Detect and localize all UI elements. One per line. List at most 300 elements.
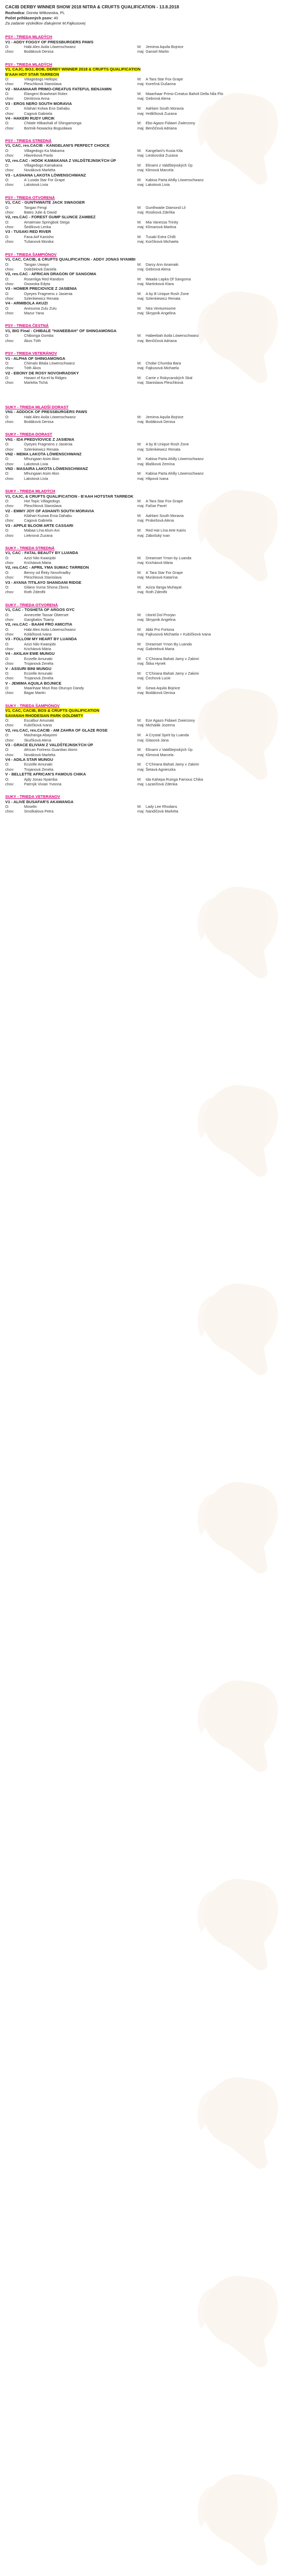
dam-label: M: — [137, 570, 141, 575]
section-gap — [5, 393, 290, 405]
result-entry — [5, 666, 290, 681]
dam-label: M: — [137, 686, 141, 691]
result-title — [5, 772, 290, 777]
sire-label: O: — [5, 555, 9, 560]
dam-label: M: — [137, 291, 141, 296]
result-entry — [5, 580, 290, 595]
sire-label: O: — [5, 121, 9, 126]
sire-label: O: — [5, 333, 9, 338]
sire-label: O: — [5, 733, 9, 738]
dog-head-silhouette — [197, 1085, 278, 1177]
owner-label: maj: — [137, 781, 145, 786]
breeder-name: Markéta Tichá — [24, 380, 48, 385]
breeder-label: chov: — [5, 646, 15, 652]
result-title-text: V - JEMIMA AQUILA BOJNICE — [5, 680, 62, 686]
dam-label: M: — [137, 471, 141, 476]
result-entry — [5, 116, 290, 131]
parents-row — [5, 718, 290, 723]
result-title — [5, 286, 290, 291]
result-entry — [5, 494, 290, 509]
result-title-text: V3 - AYANA TITILAYO SHANGANI RIDGE — [5, 580, 81, 585]
dam-label: M: — [137, 762, 141, 767]
breeder-name: Bodáková Denisa — [24, 419, 54, 424]
dam-name: A Tara Star Fox Grape — [146, 77, 183, 82]
result-title — [5, 409, 290, 415]
dam-name: Dreamset Ymon By Luanda — [146, 641, 192, 646]
owners-row — [5, 503, 290, 508]
owner-name: Glasová Jana — [146, 737, 169, 743]
owner-label: maj: — [137, 81, 145, 87]
owners-row — [5, 533, 290, 538]
result-title-text: V3 - APPLE BLOOM ARTE CASSARI — [5, 523, 74, 528]
result-title — [5, 371, 290, 376]
owners-row — [5, 617, 290, 622]
sire-label: O: — [5, 361, 9, 366]
owner-name: Szlenkiewicz Renata — [146, 296, 181, 301]
result-entry — [5, 637, 290, 651]
sire-label: O: — [5, 528, 9, 533]
breeder-label: chov: — [5, 560, 15, 566]
breeder-label: chov: — [5, 81, 15, 87]
sire-name: Elangeni Brawheart Rolex — [24, 91, 68, 97]
parents-row — [5, 528, 290, 533]
result-title-text: VN1 - IDA PREDVÍOVICE Z JASIENIA — [5, 437, 75, 442]
owners-row — [5, 366, 290, 370]
sire-name: Hot Topic Villagedogs — [24, 499, 60, 504]
result-title — [5, 257, 290, 262]
sire-label: O: — [5, 585, 9, 590]
breeder-name: Gangbalov Tsamy — [24, 617, 54, 622]
result-entry — [5, 509, 290, 523]
owners-row — [5, 81, 290, 86]
breeder-name: Lieknová Zuzana — [24, 533, 53, 538]
owner-name: Hrdličková Zuzana — [146, 111, 177, 116]
result-title — [5, 565, 290, 570]
owner-name: Fajkusová Michaela + Kubíčková Ivana — [146, 632, 211, 637]
breeder-name: Kricháová Mária — [24, 646, 51, 652]
class-title: PSY - TRIEDA OTVORENÁ — [5, 195, 55, 200]
dam-label: M: — [137, 262, 141, 267]
dam-label: M: — [137, 375, 141, 381]
owners-row — [5, 462, 290, 466]
dam-label: M: — [137, 44, 141, 49]
owner-label: maj: — [137, 737, 145, 743]
breeder-name: Lakotová Livia — [24, 476, 48, 481]
dog-head-silhouette — [197, 1879, 278, 1970]
results-document — [0, 0, 295, 814]
sire-name: Kilahari Kolwa Eno Dahabu — [24, 106, 70, 111]
dam-name: Aahlam South Moravia — [146, 106, 184, 111]
sire-name: Benny od Řeky Novohradky — [24, 570, 71, 575]
owners-row — [5, 690, 290, 695]
owners-row — [5, 338, 290, 343]
result-title — [5, 437, 290, 442]
dam-label: M: — [137, 513, 141, 519]
sire-name: Hasani of Ka-el-la Ridges — [24, 375, 67, 381]
owner-label: maj: — [137, 809, 145, 814]
breeder-name: Nováková Markéta — [24, 168, 55, 173]
class-title: PSY - TRIEDA MLADÝCH — [5, 34, 52, 39]
breeder-label: chov: — [5, 125, 15, 131]
result-entry — [5, 356, 290, 371]
parents-row — [5, 91, 290, 96]
result-title-dog-text: B'AAH HOT STAR TARREON — [5, 72, 60, 77]
owner-name: Benčičová Adriana — [146, 338, 177, 343]
owner-name: Blašková Zemína — [146, 461, 175, 466]
parents-row — [5, 262, 290, 267]
breeder-label: chov: — [5, 575, 15, 580]
breeder-name: Pleschková Stanislava — [24, 575, 62, 580]
dam-label: M: — [137, 219, 141, 225]
dam-name: Jemima Aquila Bojnice — [146, 44, 184, 49]
sire-label: O: — [5, 291, 9, 296]
class-section — [5, 138, 290, 187]
result-title — [5, 87, 290, 92]
result-title — [5, 622, 290, 627]
sire-name: Maanhaar Mozi Ras Oturuyo Dandy — [24, 686, 84, 691]
owner-name: Nandíčová Markéta — [146, 809, 179, 814]
dam-label: M: — [137, 671, 141, 676]
owners-row — [5, 281, 290, 286]
dam-name: Red Hat Lína Arte Kairis — [146, 528, 186, 533]
parents-row — [5, 671, 290, 676]
sire-name: Gilano Vuma Shona Zbora — [24, 585, 68, 590]
owners-row — [5, 590, 290, 594]
parents-row — [5, 333, 290, 338]
owner-label: maj: — [137, 575, 145, 580]
result-title-text: V2, res.CAC - HOOK KAMAKANA Z VALDŠTEJNSKÝCH ÚP — [5, 158, 116, 163]
owners-row — [5, 723, 290, 727]
dog-head-silhouette — [197, 1284, 278, 1375]
dam-label: M: — [137, 528, 141, 533]
breeder-label: chov: — [5, 476, 15, 481]
owner-label: maj: — [137, 125, 145, 131]
result-title-text: V3 - FOLLOW MY HEART BY LUANDA — [5, 637, 77, 642]
result-title — [5, 466, 290, 472]
result-entry — [5, 757, 290, 772]
breeder-label: chov: — [5, 96, 15, 101]
class-section — [5, 34, 290, 54]
result-title-text: V - ASSURI BINI MUNGU — [5, 666, 52, 671]
sire-name: Villagedogs Hellopic — [24, 77, 58, 82]
breeder-name: Smolkalova Petra — [24, 809, 54, 814]
sire-label: O: — [5, 499, 9, 504]
breeder-label: chov: — [5, 518, 15, 523]
parents-row — [5, 234, 290, 239]
dam-name: A by B Unique Rosh Zone — [146, 291, 189, 296]
sire-label: O: — [5, 627, 9, 632]
dog-head-silhouette — [197, 1482, 278, 1573]
result-title — [5, 494, 290, 499]
sire-label: O: — [5, 375, 9, 381]
parents-row — [5, 163, 290, 168]
owner-name: Klimová Marcela — [146, 168, 174, 173]
breeder-name: Bates Julie & David — [24, 210, 57, 215]
owner-label: maj: — [137, 646, 145, 652]
parents-row — [5, 762, 290, 767]
parents-row — [5, 205, 290, 210]
dam-name: Aahlam South Moravia — [146, 513, 184, 519]
sire-label: O: — [5, 804, 9, 809]
dam-name: Utorid Dol Prorjan — [146, 612, 176, 617]
owner-label: maj: — [137, 239, 145, 244]
owner-name: Lieskovská Zuzana — [146, 153, 178, 158]
thanks-note: Za zadanie výsledkov ďakujeme M.Fajkusovej — [5, 21, 86, 26]
breeder-name: Bagar Martin — [24, 690, 46, 696]
result-title-text: V3 - EROS NERO SOUTH MORAVIA — [5, 101, 72, 106]
result-title-text: V4 - AKILAH EWE MUNGU — [5, 651, 55, 656]
sire-label: O: — [5, 641, 9, 646]
sire-label: O: — [5, 570, 9, 575]
owner-label: maj: — [137, 446, 145, 452]
sire-name: Chimalo Bitala Löwenschwanz — [24, 361, 75, 366]
owner-name: Michalák Jozerna — [146, 723, 175, 728]
result-title-dog-text: SAVANAH RHODESIAN PARK GOLDMITY — [5, 713, 84, 718]
parents-row — [5, 291, 290, 296]
class-section — [5, 703, 290, 786]
result-title — [5, 173, 290, 178]
breeder-label: chov: — [5, 153, 15, 158]
result-entry — [5, 409, 290, 424]
sire-label: O: — [5, 91, 9, 97]
class-section — [5, 62, 290, 131]
dam-label: M: — [137, 234, 141, 239]
parents-row — [5, 306, 290, 311]
owner-name: Gebrová Alena — [146, 266, 171, 272]
result-title — [5, 550, 290, 556]
sire-name: Amatmaw Springbok Stega — [24, 219, 70, 225]
parents-row — [5, 277, 290, 281]
dam-label: M: — [137, 361, 141, 366]
dam-label: M: — [137, 77, 141, 82]
result-title — [5, 328, 290, 334]
dam-label: M: — [137, 627, 141, 632]
sire-name: Azizi Nilo Kwanjobi — [24, 555, 56, 560]
result-title-text: V1, BIG Final - CHIBALE "HANEEBAH" OF SHINGAMONGA — [5, 328, 117, 333]
owners-row — [5, 182, 290, 187]
breeder-name: Ákos Tóth — [24, 338, 41, 343]
result-title — [5, 743, 290, 748]
breeder-label: chov: — [5, 296, 15, 301]
owner-label: maj: — [137, 518, 145, 523]
judge-name: Dorota Witkowska, PL — [26, 10, 65, 15]
result-title-text: V3 - HOMER PRECIOVICE Z JASIENIA — [5, 286, 77, 291]
parents-row — [5, 686, 290, 690]
sire-label: O: — [5, 612, 9, 617]
owner-name: Hlipová Ivana — [146, 476, 169, 481]
parents-row — [5, 44, 290, 49]
owner-label: maj: — [137, 49, 145, 54]
dam-label: M: — [137, 555, 141, 560]
dog-head-silhouette — [197, 1680, 278, 1772]
result-entry — [5, 565, 290, 580]
owner-name: Kricháová Mária — [146, 560, 173, 566]
sire-name: Anesuma Zulu Zulu — [24, 305, 57, 311]
result-entry — [5, 772, 290, 786]
parents-row — [5, 747, 290, 752]
breeder-label: chov: — [5, 111, 15, 116]
sire-label: O: — [5, 219, 9, 225]
breeder-name: Szlenkiewicz Renata — [24, 296, 59, 301]
sire-label: O: — [5, 148, 9, 153]
result-title-text: V1, CAC, CACIB, BOS & CRUFTS QUALIFICATION — [5, 708, 100, 713]
dam-name: Habeebah Aoila Löwenschwanz — [146, 333, 199, 338]
result-entry — [5, 286, 290, 301]
breeder-name: Kricháová Mária — [24, 560, 51, 566]
breeder-label: chov: — [5, 676, 15, 681]
result-entry — [5, 158, 290, 173]
dam-name: A by B Unique Rosh Zone — [146, 442, 189, 447]
result-title — [5, 158, 290, 163]
result-entry — [5, 708, 290, 728]
result-title — [5, 116, 290, 121]
sire-name: Oyeyes Fragmens z Jasienia — [24, 291, 73, 296]
result-title — [5, 301, 290, 306]
parents-row — [5, 733, 290, 737]
class-title: PSY - TRIEDA ŠAMPIÓNOV — [5, 252, 57, 257]
result-title-text: V2, res.CAC, res.CACIB - AM ZAHRA OF GLAZE ROSE — [5, 727, 108, 733]
breeder-label: chov: — [5, 752, 15, 757]
dog-head-silhouette — [197, 2077, 278, 2169]
parents-row — [5, 627, 290, 632]
parents-row — [5, 499, 290, 503]
result-title — [5, 101, 290, 107]
result-title — [5, 799, 290, 805]
dam-label: M: — [137, 205, 141, 210]
dam-name: Chobe Chumba Bara — [146, 361, 181, 366]
sire-label: O: — [5, 442, 9, 447]
breeder-label: chov: — [5, 168, 15, 173]
owner-name: Skrypnik Angelina — [146, 617, 176, 622]
owners-row — [5, 809, 290, 814]
owners-row — [5, 738, 290, 743]
sire-label: O: — [5, 762, 9, 767]
dam-name: A Tara Star Fox Grape — [146, 499, 183, 504]
dam-label: M: — [137, 585, 141, 590]
breeder-label: chov: — [5, 239, 15, 244]
parents-row — [5, 361, 290, 366]
result-title-text: V2, res.CAC - FOREST GUMP SLUNCE ZAMBEZ — [5, 215, 96, 220]
breeder-label: chov: — [5, 503, 15, 509]
owner-name: Muránová Katarína — [146, 575, 178, 580]
dog-head-silhouette — [197, 2474, 278, 2566]
breeder-label: chov: — [5, 723, 15, 728]
breeder-label: chov: — [5, 690, 15, 696]
sire-label: O: — [5, 106, 9, 111]
class-section — [5, 351, 290, 385]
owner-name: Prokešová Alena — [146, 518, 174, 523]
dam-label: M: — [137, 612, 141, 617]
result-entry — [5, 452, 290, 466]
parents-row — [5, 471, 290, 476]
dam-label: M: — [137, 163, 141, 168]
breeder-label: chov: — [5, 366, 15, 371]
result-title-text: V4 - ADILA STAR MUNGU — [5, 757, 53, 762]
owner-label: maj: — [137, 676, 145, 681]
breeder-name: Dimitrova Anna — [24, 96, 50, 101]
owner-label: maj: — [137, 96, 145, 101]
parents-row — [5, 415, 290, 419]
owner-name: Martinková Klara — [146, 281, 174, 286]
breeder-name: Trojanová Zenéta — [24, 661, 54, 666]
result-entry — [5, 622, 290, 637]
parents-row — [5, 585, 290, 590]
owner-name: Zábošský Ivan — [146, 533, 170, 538]
breeder-label: chov: — [5, 446, 15, 452]
breeder-name: Pleschková Stanislava — [24, 503, 62, 509]
result-title — [5, 40, 290, 45]
sire-name: Oyeyes Fragmens z Jasienia — [24, 442, 73, 447]
breeder-label: chov: — [5, 338, 15, 343]
parents-row — [5, 121, 290, 125]
dam-name: Nira Venturesome — [146, 305, 176, 311]
sire-name: Villagedogs Kamakana — [24, 163, 63, 168]
result-title-text: V3 - GRACE ELIVIAN Z VALDŠTEJNSKÝCH ÚP — [5, 742, 93, 747]
owner-label: maj: — [137, 311, 145, 316]
owner-name: Šetavá Agnieszka — [146, 767, 176, 772]
owner-label: maj: — [137, 266, 145, 272]
sire-label: O: — [5, 234, 9, 239]
breeder-name: Roth Zdeněk — [24, 590, 46, 595]
breeder-label: chov: — [5, 210, 15, 215]
class-section — [5, 195, 290, 244]
result-title-text: V2 - EBONY DE ROSY NOVOHRADSKY — [5, 370, 79, 375]
count-line — [5, 16, 290, 21]
breeder-label: chov: — [5, 661, 15, 666]
sire-name: Moselin — [24, 804, 37, 809]
owner-label: maj: — [137, 419, 145, 424]
owner-name: Korčíková Michaela — [146, 239, 179, 244]
parents-row — [5, 77, 290, 81]
sire-label: O: — [5, 747, 9, 752]
owner-label: maj: — [137, 767, 145, 772]
dog-head-silhouette — [197, 887, 278, 978]
result-entry — [5, 101, 290, 116]
dam-name: Maanhaar Primo-Creatus Baholi Della Nila Flix — [146, 91, 223, 97]
result-title — [5, 728, 290, 733]
result-entry — [5, 173, 290, 187]
result-title-text: V1, CAJC, & CRUFTS QUALIFICATION - B'AAH HOTSTAR TARREOK — [5, 493, 134, 499]
class-title: PSY - TRIEDA VETERÁNOV — [5, 351, 57, 356]
owner-label: maj: — [137, 560, 145, 566]
owners-row — [5, 476, 290, 481]
breeder-name: Pleschková Stanislava — [24, 81, 62, 87]
owners-row — [5, 575, 290, 580]
breeder-name: Kubíčková Ivana — [24, 723, 52, 728]
sire-name: Fana Arif Kanisho — [24, 234, 54, 239]
result-title-text: VN3 - MASAIRA LAKOTA LÖWENSCHWANZ — [5, 466, 88, 471]
dam-name: C'Chirana Bahati Jamy v Zakimi — [146, 671, 199, 676]
dam-name: Dreamset Ymon by Luanda — [146, 555, 192, 560]
sire-name: Ecizelle Amunaki — [24, 671, 53, 676]
sire-label: O: — [5, 718, 9, 723]
result-entry — [5, 550, 290, 565]
dam-name: A´Tara Star For Grape — [146, 570, 183, 575]
sire-label: O: — [5, 44, 9, 49]
owner-name: Gebrová Alena — [146, 96, 171, 101]
parents-row — [5, 106, 290, 111]
owners-row — [5, 676, 290, 680]
class-title: SUKY - TRIEDA MLADŠÍ DORAST — [5, 404, 69, 409]
result-title-text: V1, CAC - FATAL BEAUTY BY LUANDA — [5, 550, 78, 556]
result-title — [5, 666, 290, 672]
result-title — [5, 757, 290, 762]
result-title-text: V2 - EMMY JOY OF ASHANTI SOUTH MORAVIA — [5, 508, 95, 513]
breeder-name: Cagová Gabriela — [24, 518, 52, 523]
owner-name: Gansel Martin — [146, 49, 169, 54]
count-label: Počet prihlásených psov: — [5, 16, 53, 20]
result-title — [5, 651, 290, 656]
